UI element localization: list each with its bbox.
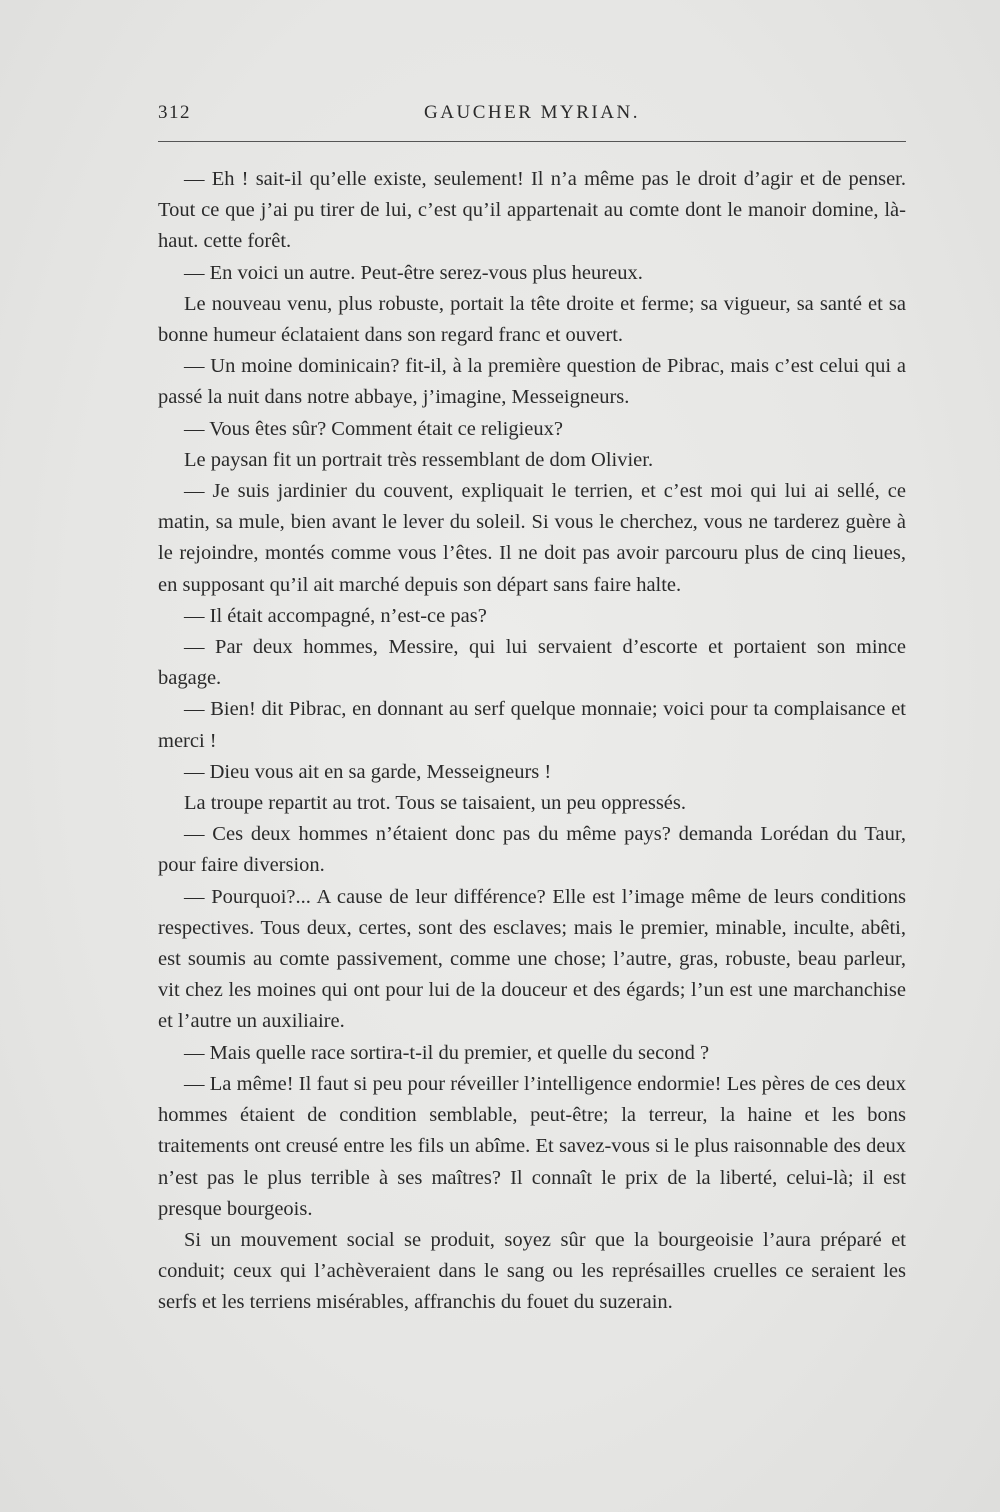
paragraph: — Pourquoi?... A cause de leur différence? Elle est l’image même de leurs conditions respectives. Tous deux, certes, sont des esclaves; mais le premier, minable, inculte, abêti, est soumis au comte passivement, comme une chose; l’autre, gras, robuste, beau parleur, vit chez les moines qui ont pour lui de la douceur et des égards; l’un est une marchanchise et l’autre un auxiliaire. [158, 885, 906, 1033]
page-number: 312 [158, 102, 191, 123]
paragraph: Si un mouvement social se produit, soyez sûr que la bourgeoisie l’aura préparé et conduit; ceux qui l’achèveraient dans le sang ou les représailles cruelles ce seraient les serfs et les terriens misérables, affranchis du fouet du suzerain. [158, 1228, 906, 1314]
paragraph: — La même! Il faut si peu pour réveiller l’intelligence endormie! Les pères de ces deux hommes étaient de condition semblable, peut-être; la terreur, la haine et les bons traitements ont creusé entre les fils un abîme. Et savez-vous si le plus raisonnable des deux n’est pas le plus terrible à ses maîtres? Il connaît le prix de la liberté, celui-là; il est presque bourgeois. [158, 1072, 906, 1220]
paragraph: — Il était accompagné, n’est-ce pas? [184, 604, 487, 627]
paragraph: — Je suis jardinier du couvent, expliquait le terrien, et c’est moi qui lui ai sellé, ce matin, sa mule, bien avant le lever du soleil. Si vous le cherchez, vous ne tarderez guère à le rejoindre, montés comme vous l’êtes. Il ne doit pas avoir parcouru plus de cinq lieues, en supposant qu’il ait marché depuis son départ sans faire halte. [158, 480, 906, 596]
body-text [158, 164, 906, 1319]
paragraph: La troupe repartit au trot. Tous se taisaient, un peu oppressés. [184, 792, 687, 815]
paragraph: — Bien! dit Pibrac, en donnant au serf quelque monnaie; voici pour ta complaisance et merci ! [158, 698, 906, 752]
paragraph: — Mais quelle race sortira-t-il du premier, et quelle du second ? [184, 1041, 710, 1064]
page-header [158, 98, 906, 130]
paragraph: — Eh ! sait-il qu’elle existe, seulement! Il n’a même pas le droit d’agir et de penser. Tout ce que j’ai pu tirer de lui, c’est qu’il appartenait au comte dont le manoir domine, là-haut. cette forêt. [158, 168, 906, 253]
paragraph: — Vous êtes sûr? Comment était ce religieux? [184, 417, 563, 440]
paragraph: — Par deux hommes, Messire, qui lui servaient d’escorte et portaient son mince bagage. [158, 636, 906, 690]
running-title: GAUCHER MYRIAN. [424, 102, 640, 123]
paragraph: — Un moine dominicain? fit-il, à la première question de Pibrac, mais c’est celui qui a passé la nuit dans notre abbaye, j’imagine, Messeigneurs. [158, 355, 906, 409]
paragraph: Le paysan fit un portrait très ressemblant de dom Olivier. [184, 448, 654, 471]
paragraph: — Ces deux hommes n’étaient donc pas du même pays? demanda Lorédan du Taur, pour faire diversion. [158, 823, 906, 877]
paragraph: — En voici un autre. Peut-être serez-vous plus heureux. [184, 261, 643, 284]
paragraph: Le nouveau venu, plus robuste, portait la tête droite et ferme; sa vigueur, sa santé et sa bonne humeur éclataient dans son regard franc et ouvert. [158, 292, 906, 347]
header-rule [158, 141, 906, 142]
paragraph: — Dieu vous ait en sa garde, Messeigneurs ! [184, 760, 552, 783]
